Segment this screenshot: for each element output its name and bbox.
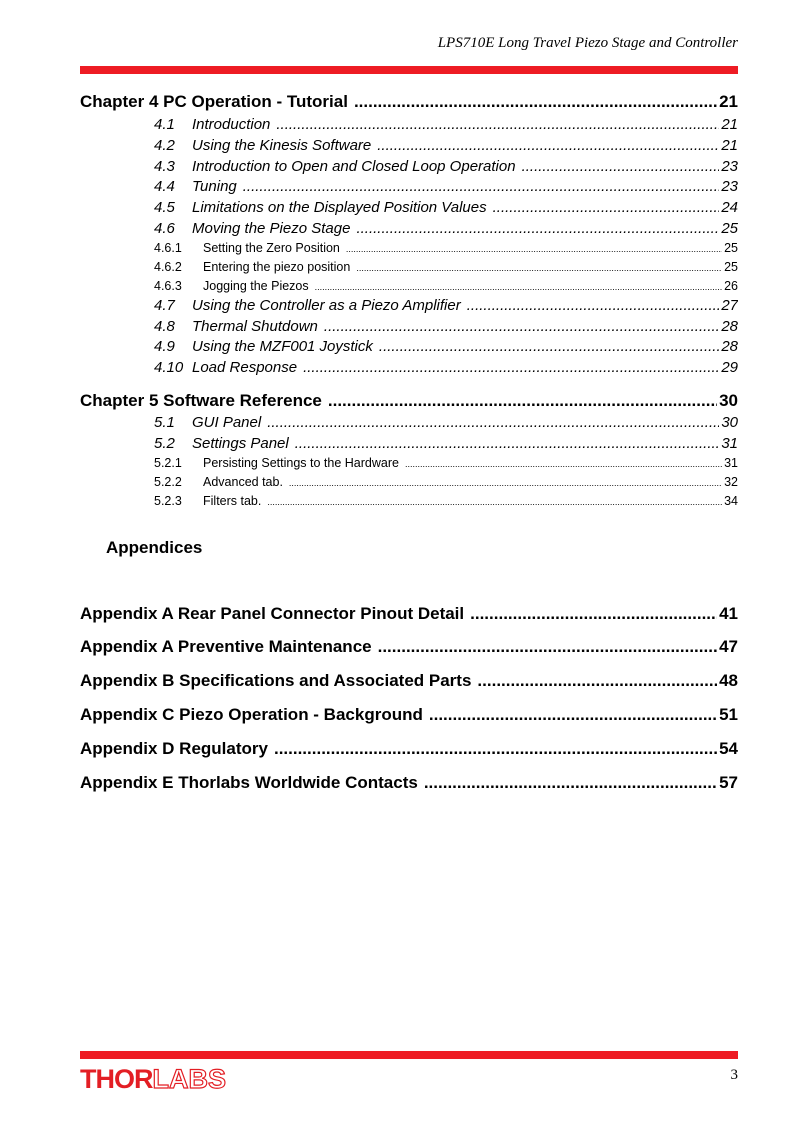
toc-subsection-5-2-1[interactable] xyxy=(154,456,738,470)
toc-entry-page: 29 xyxy=(721,359,738,376)
appendices-heading: Appendices xyxy=(106,538,203,557)
section-title: Persisting Settings to the Hardware xyxy=(203,456,399,470)
toc-entry-label xyxy=(154,241,340,255)
section-title: Settings Panel xyxy=(192,435,289,452)
toc-entry-page: 25 xyxy=(721,220,738,237)
dot-leader xyxy=(267,414,719,431)
toc-entry-label: Chapter 5 Software Reference xyxy=(80,391,322,410)
section-title: Limitations on the Displayed Position Values xyxy=(192,199,487,216)
section-title: Thermal Shutdown xyxy=(192,318,318,335)
toc-entry-page: 25 xyxy=(724,241,738,255)
dot-leader xyxy=(378,637,717,657)
toc-entry-label xyxy=(154,318,318,335)
toc-entry-label xyxy=(154,116,270,133)
section-title: Entering the piezo position xyxy=(203,260,351,274)
toc-entry-page: 34 xyxy=(724,494,738,508)
toc-appendix-c[interactable] xyxy=(80,705,738,725)
toc-section-4-9[interactable] xyxy=(154,338,738,355)
toc-appendix-d[interactable] xyxy=(80,739,738,759)
toc-entry-label xyxy=(154,199,487,216)
toc-subsection-4-6-1[interactable] xyxy=(154,241,738,255)
dot-leader xyxy=(328,391,717,411)
dot-leader xyxy=(346,244,722,254)
toc-entry-page: 47 xyxy=(719,637,738,656)
section-title: Using the Kinesis Software xyxy=(192,137,372,154)
section-number: 4.6.1 xyxy=(154,241,182,255)
dot-leader xyxy=(274,739,717,759)
toc-entry-page: 28 xyxy=(721,318,738,335)
dot-leader xyxy=(303,359,719,376)
dot-leader xyxy=(276,116,719,133)
toc-entry-page: 48 xyxy=(719,671,738,690)
toc-entry-page: 54 xyxy=(719,739,738,758)
toc-entry-page: 57 xyxy=(719,773,738,792)
toc-entry-page: 26 xyxy=(724,279,738,293)
toc-entry-page: 31 xyxy=(721,435,738,452)
footer-rule xyxy=(80,1051,738,1059)
dot-leader xyxy=(356,220,719,237)
toc-appendix-e[interactable] xyxy=(80,773,738,793)
toc-entry-page: 21 xyxy=(721,137,738,154)
toc-chapter-4[interactable] xyxy=(80,92,738,112)
toc-entry-page: 30 xyxy=(719,391,738,410)
section-number: 4.1 xyxy=(154,116,175,133)
section-number: 5.2.1 xyxy=(154,456,182,470)
section-number: 4.10 xyxy=(154,359,184,376)
dot-leader xyxy=(470,604,717,624)
dot-leader xyxy=(477,671,717,691)
thorlabs-logo xyxy=(80,1064,226,1094)
dot-leader xyxy=(356,263,722,273)
toc-entry-page: 21 xyxy=(721,116,738,133)
toc-entry-label: Appendix C Piezo Operation - Background xyxy=(80,705,423,724)
section-number: 4.3 xyxy=(154,158,175,175)
toc-entry-page: 30 xyxy=(721,414,738,431)
toc-section-4-7[interactable] xyxy=(154,297,738,314)
toc-section-4-10[interactable] xyxy=(154,359,738,376)
toc-subsection-4-6-2[interactable] xyxy=(154,260,738,274)
toc-entry-label xyxy=(154,158,516,175)
toc-entry-page: 24 xyxy=(721,199,738,216)
toc-entry-label xyxy=(154,279,309,293)
toc-entry-label xyxy=(154,359,297,376)
toc-entry-label xyxy=(154,338,373,355)
logo-text-thor: THOR xyxy=(80,1063,153,1094)
dot-leader xyxy=(354,92,717,112)
section-title: Tuning xyxy=(192,178,237,195)
toc-section-5-2[interactable] xyxy=(154,435,738,452)
toc-entry-label xyxy=(154,297,461,314)
toc-entry-label xyxy=(154,475,283,489)
section-title: Jogging the Piezos xyxy=(203,279,309,293)
dot-leader xyxy=(324,318,719,335)
toc-entry-label xyxy=(154,414,261,431)
section-title: Using the Controller as a Piezo Amplifier xyxy=(192,297,461,314)
toc-appendix-a-pinout[interactable] xyxy=(80,604,738,624)
toc-entry-page: 21 xyxy=(719,92,738,111)
toc-entry-label xyxy=(154,220,350,237)
section-title: Introduction xyxy=(192,116,271,133)
toc-entry-label: Appendix B Specifications and Associated Parts xyxy=(80,671,472,690)
toc-entry-label xyxy=(154,435,289,452)
toc-entry-label xyxy=(154,137,371,154)
toc-entry-label xyxy=(154,260,350,274)
section-number: 4.8 xyxy=(154,318,175,335)
toc-entry-label: Appendix D Regulatory xyxy=(80,739,268,758)
section-number: 4.2 xyxy=(154,137,175,154)
toc-entry-label: Chapter 4 PC Operation - Tutorial xyxy=(80,92,348,111)
toc-entry-page: 27 xyxy=(721,297,738,314)
dot-leader xyxy=(429,705,717,725)
toc-subsection-5-2-2[interactable] xyxy=(154,475,738,489)
section-number: 5.2 xyxy=(154,435,175,452)
dot-leader xyxy=(424,773,717,793)
toc-entry-page: 28 xyxy=(721,338,738,355)
section-number: 5.2.3 xyxy=(154,494,182,508)
dot-leader xyxy=(377,137,719,154)
section-number: 4.7 xyxy=(154,297,175,314)
section-title: Setting the Zero Position xyxy=(203,241,340,255)
toc-entry-page: 25 xyxy=(724,260,738,274)
section-number: 4.9 xyxy=(154,338,175,355)
toc-section-4-2[interactable] xyxy=(154,137,738,154)
toc-section-5-1[interactable] xyxy=(154,414,738,431)
section-title: GUI Panel xyxy=(192,414,262,431)
toc-entry-page: 31 xyxy=(724,456,738,470)
section-number: 4.6.3 xyxy=(154,279,182,293)
toc-chapter-5[interactable] xyxy=(80,391,738,411)
section-number: 5.2.2 xyxy=(154,475,182,489)
toc-section-4-6[interactable] xyxy=(154,220,738,237)
section-number: 4.6.2 xyxy=(154,260,182,274)
section-number: 5.1 xyxy=(154,414,175,431)
toc-entry-page: 51 xyxy=(719,705,738,724)
section-number: 4.6 xyxy=(154,220,175,237)
section-title: Filters tab. xyxy=(203,494,262,508)
header-rule xyxy=(80,66,738,74)
dot-leader xyxy=(267,497,722,507)
toc-appendix-a-maintenance[interactable] xyxy=(80,637,738,657)
section-number: 4.5 xyxy=(154,199,175,216)
toc-appendix-b[interactable] xyxy=(80,671,738,691)
toc-section-4-4[interactable] xyxy=(154,178,738,195)
toc-entry-label: Appendix E Thorlabs Worldwide Contacts xyxy=(80,773,418,792)
toc-section-4-5[interactable] xyxy=(154,199,738,216)
dot-leader xyxy=(379,338,719,355)
toc-entry-page: 23 xyxy=(721,178,738,195)
toc-entry-label: Appendix A Preventive Maintenance xyxy=(80,637,372,656)
toc-entry-page: 32 xyxy=(724,475,738,489)
dot-leader xyxy=(522,158,720,175)
logo-text-labs: LABS xyxy=(152,1063,226,1094)
dot-leader xyxy=(315,282,722,292)
section-title: Using the MZF001 Joystick xyxy=(192,338,373,355)
section-title: Load Response xyxy=(192,359,298,376)
toc-entry-page: 41 xyxy=(719,604,738,623)
toc-section-4-3[interactable] xyxy=(154,158,738,175)
toc-entry-label xyxy=(154,178,237,195)
toc-section-4-8[interactable] xyxy=(154,318,738,335)
section-title: Moving the Piezo Stage xyxy=(192,220,351,237)
section-number: 4.4 xyxy=(154,178,175,195)
toc-entry-label xyxy=(154,494,261,508)
section-title: Advanced tab. xyxy=(203,475,283,489)
dot-leader xyxy=(467,297,720,314)
toc-section-4-1[interactable] xyxy=(154,116,738,133)
dot-leader xyxy=(493,199,720,216)
section-title: Introduction to Open and Closed Loop Operation xyxy=(192,158,516,175)
dot-leader xyxy=(405,459,722,469)
toc-subsection-5-2-3[interactable] xyxy=(154,494,738,508)
toc-entry-label: Appendix A Rear Panel Connector Pinout Detail xyxy=(80,604,465,623)
toc-entry-page: 23 xyxy=(721,158,738,175)
dot-leader xyxy=(289,478,722,488)
toc-entry-label xyxy=(154,456,399,470)
document-header-title: LPS710E Long Travel Piezo Stage and Controller xyxy=(437,35,738,51)
toc-subsection-4-6-3[interactable] xyxy=(154,279,738,293)
dot-leader xyxy=(295,435,720,452)
dot-leader xyxy=(243,178,720,195)
page-number: 3 xyxy=(730,1067,738,1083)
